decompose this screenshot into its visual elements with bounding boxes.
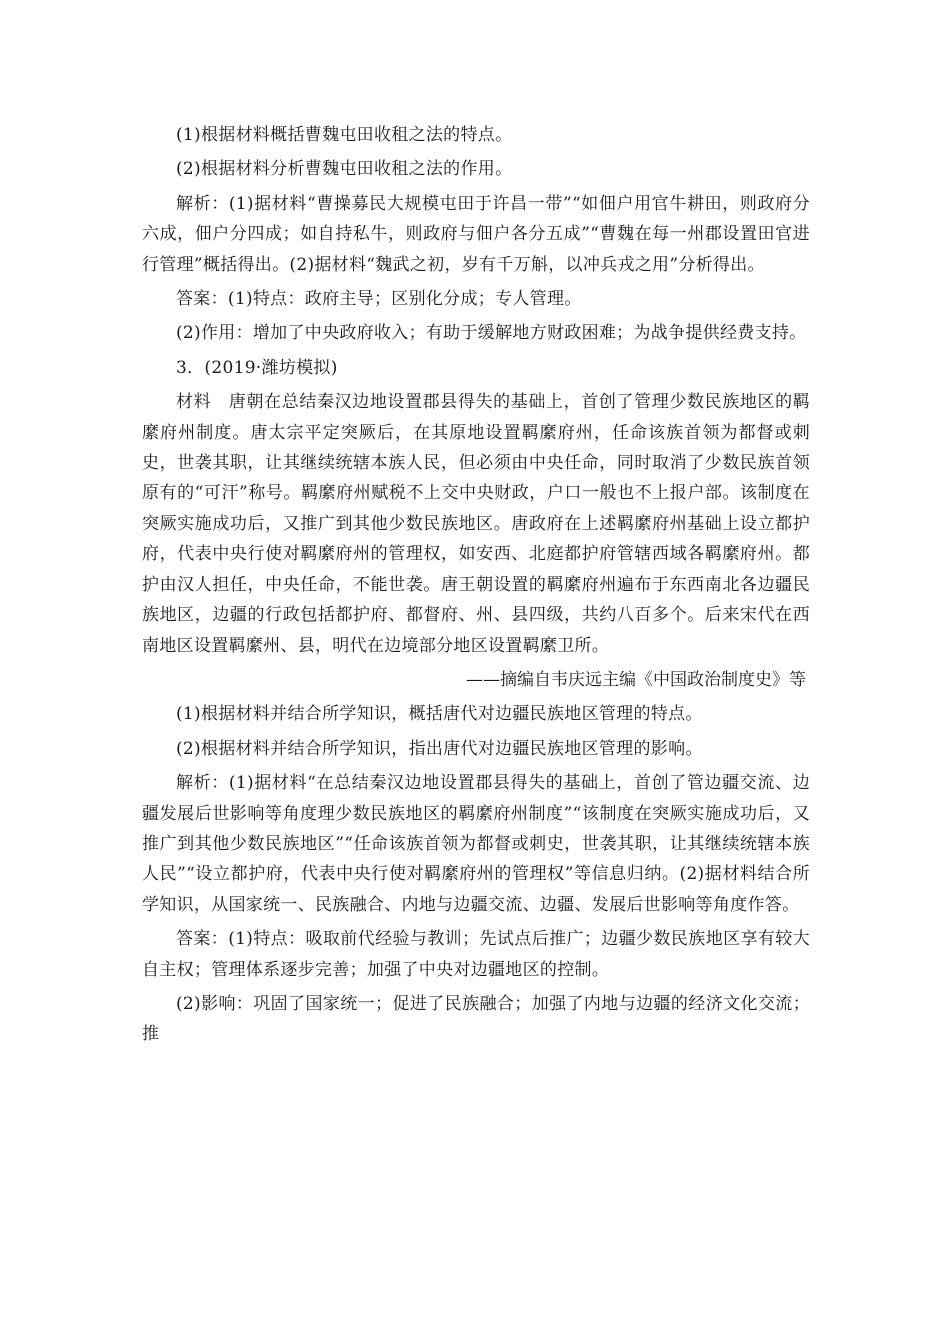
question-3-heading: 3．(2019·潍坊模拟) bbox=[176, 357, 338, 378]
answer-paragraph: 答案：(1)特点：政府主导；区别化分成；专人管理。 bbox=[176, 289, 582, 310]
source-citation: ——摘编自韦庆远主编《中国政治制度史》等 bbox=[466, 669, 806, 690]
question-2-prompt: (2)根据材料分析曹魏屯田收租之法的作用。 bbox=[176, 159, 513, 180]
answer-paragraph-3: 答案：(1)特点：吸取前代经验与教训；先试点后推广；边疆少数民族地区享有较大自主权；管理体系逐步完善；加强了中央对边疆地区的控制。 bbox=[142, 929, 810, 980]
question-3-2-prompt: (2)根据材料并结合所学知识，指出唐代对边疆民族地区管理的影响。 bbox=[176, 738, 703, 759]
question-1-prompt: (1)根据材料概括曹魏屯田收租之法的特点。 bbox=[176, 125, 513, 145]
answer-paragraph-2: (2)作用：增加了中央政府收入；有助于缓解地方财政困难；为战争提供经费支持。 bbox=[176, 323, 807, 344]
question-3-1-prompt: (1)根据材料并结合所学知识，概括唐代对边疆民族地区管理的特点。 bbox=[176, 704, 703, 725]
material-paragraph: 材料 唐朝在总结秦汉边地设置郡县得失的基础上，首创了管理少数民族地区的羁縻府州制度。唐太宗平定突厥后，在其原地设置羁縻府州，任命该族首领为都督或刺史，世袭其职，让其继续统辖本族人民，但必须由中央任命，同时取消了少数民族首领原有的“可汗”称号。羁縻府州赋税不上交中央财政，户口一般也不上报户部。该制度在突厥实施成功后，又推广到其他少数民族地区。唐政府在上述羁縻府州基础上设立都护府，代表中央行使对羁縻府州的管理权，如安西、北庭都护府管辖西域各羁縻府州。都护由汉人担任，中央任命，不能世袭。唐王朝设置的羁縻府州遍布于东西南北各边疆民族地区，边疆的行政包括都护府、都督府、州、县四级，共约八百多个。后来宋代在西南地区设置羁縻州、县，明代在边境部分地区设置羁縻卫所。 bbox=[142, 392, 810, 656]
analysis-paragraph-3: 解析：(1)据材料“在总结秦汉边地设置郡县得失的基础上，首创了管边疆交流、边疆发展后世影响等角度理少数民族地区的羁縻府州制度”“该制度在突厥实施成功后，又推广到其他少数民族地区”“任命该族首领为都督或刺史，世袭其职，让其继续统辖本族人民”“设立都护府，代表中央行使对羁縻府州的管理权”等信息归纳。(2)据材料结合所学知识，从国家统一、民族融合、内地与边疆交流、边疆、发展后世影响等角度作答。 bbox=[142, 773, 810, 915]
document-body bbox=[142, 120, 810, 1054]
answer-paragraph-3-2: (2)影响：巩固了国家统一；促进了民族融合；加强了内地与边疆的经济文化交流；推 bbox=[142, 993, 810, 1045]
analysis-paragraph: 解析：(1)据材料“曹操募民大规模屯田于许昌一带”“如佃户用官牛耕田，则政府分六成，佃户分四成；如自持私牛，则政府与佃户各分五成”“曹魏在每一州郡设置田官进行管理”概括得出。(2)据材料“魏武之初，岁有千万斛，以冲兵戎之用”分析得出。 bbox=[142, 193, 810, 275]
